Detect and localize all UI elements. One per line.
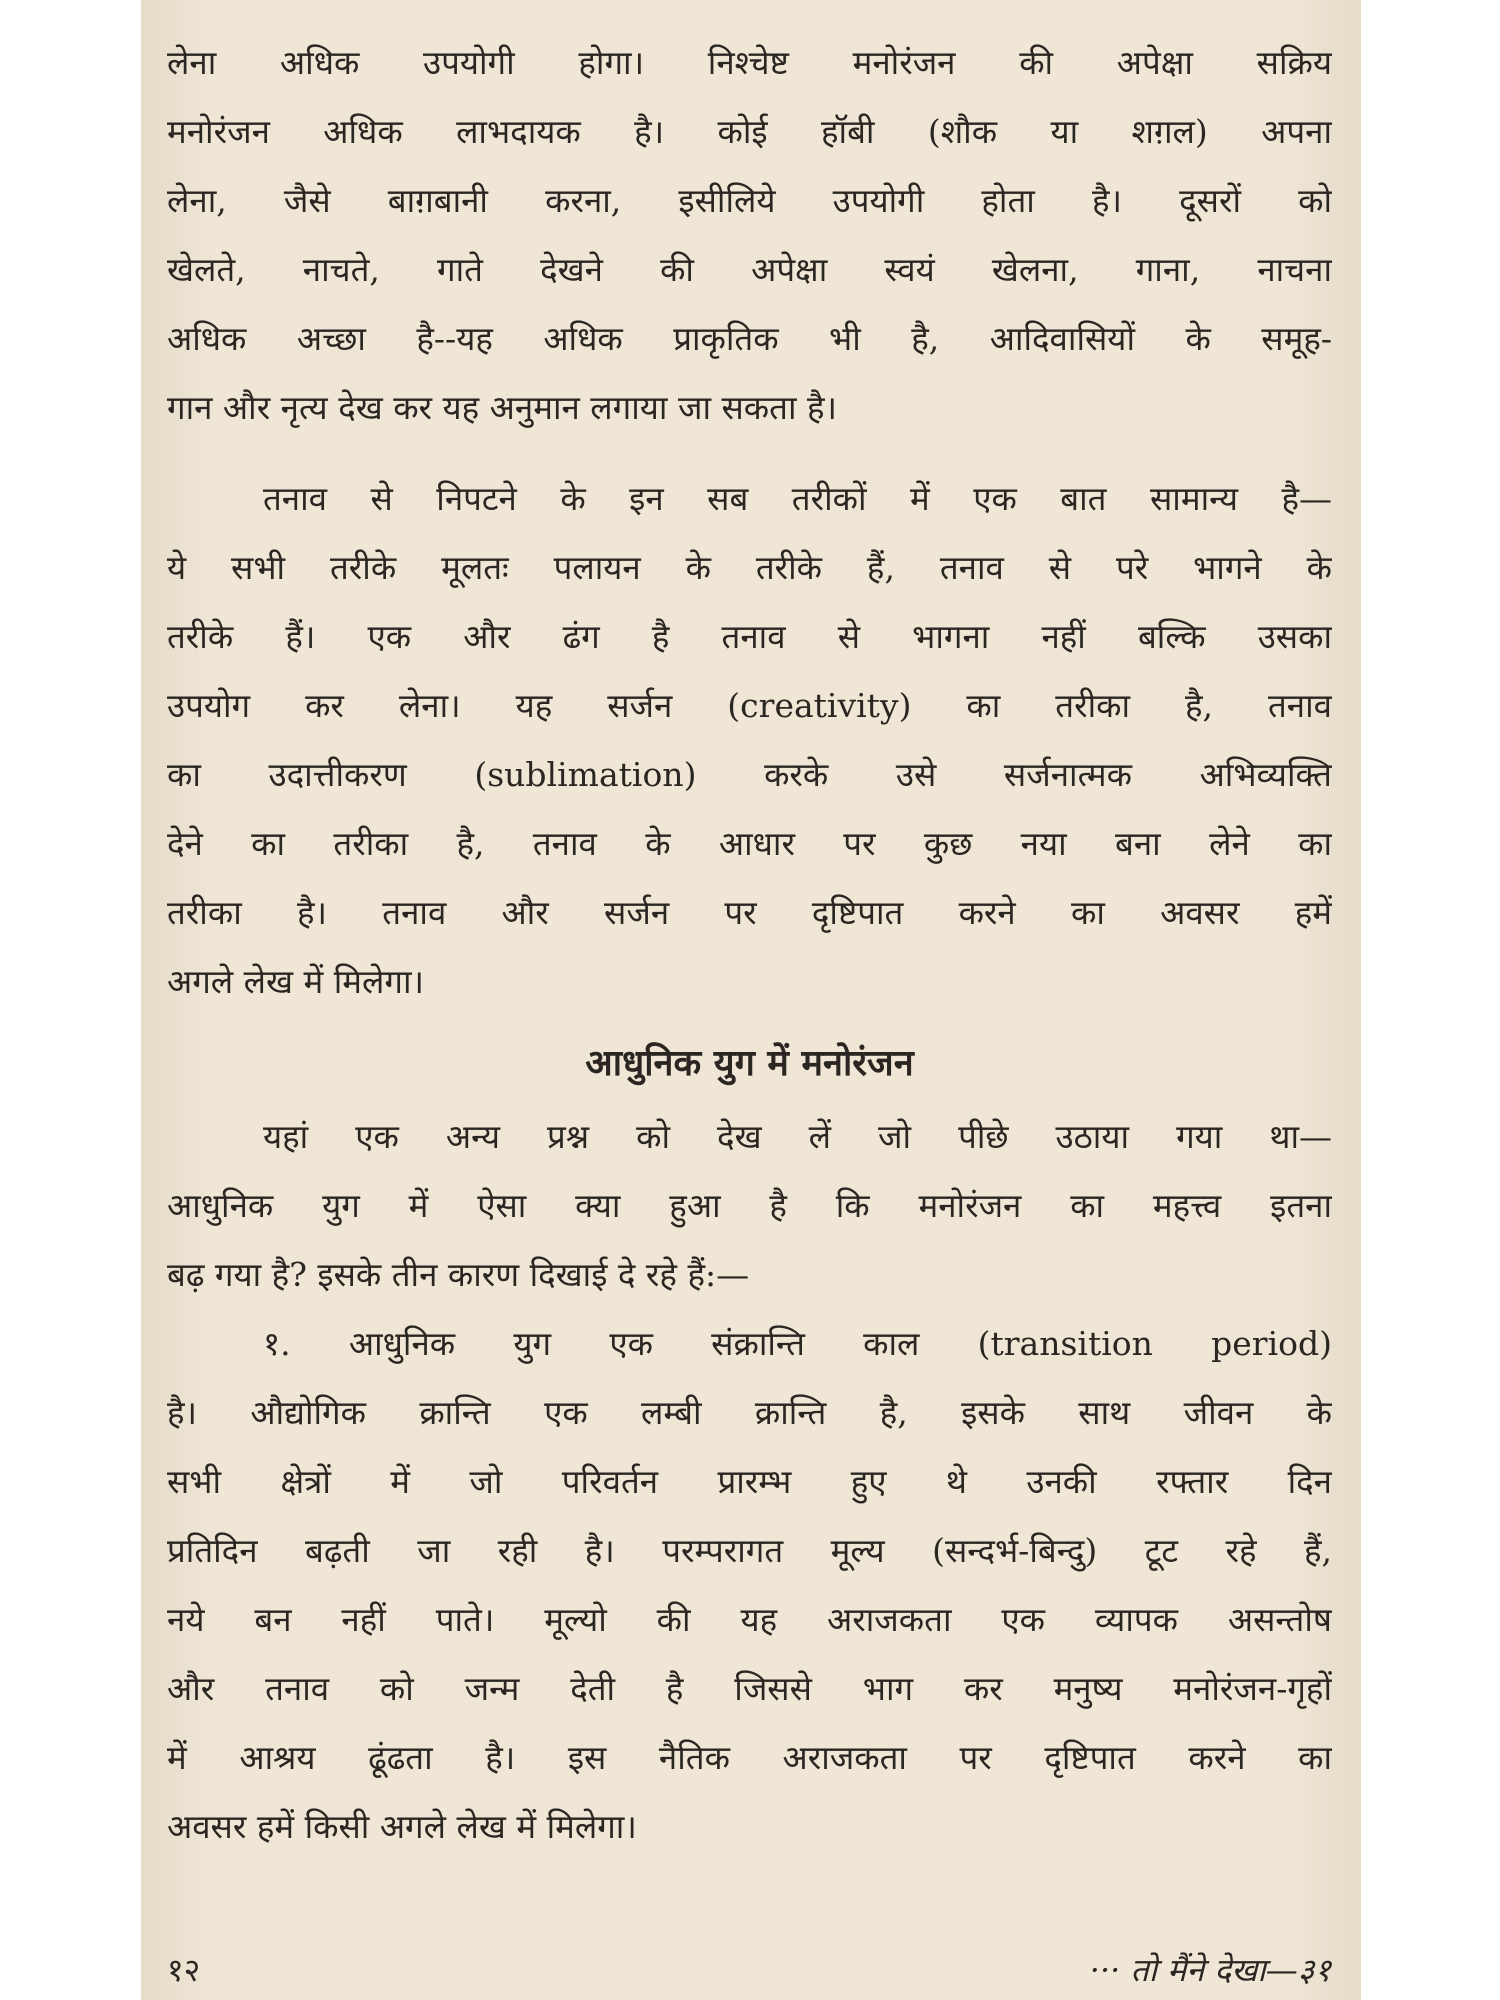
text-line: १. आधुनिक युग एक संक्रान्ति काल (transition period): [263, 1324, 1332, 1363]
paragraph-2: [167, 464, 1332, 1016]
text-line: तरीके हैं। एक और ढंग है तनाव से भागना नहीं बल्कि उसका: [167, 617, 1332, 656]
section-heading: आधुनिक युग में मनोरंजन: [585, 1042, 914, 1084]
text-line: तरीका है। तनाव और सर्जन पर दृष्टिपात करने का अवसर हमें: [167, 893, 1332, 932]
paragraph-4: [167, 1309, 1332, 1861]
text-line: प्रतिदिन बढ़ती जा रही है। परम्परागत मूल्य (सन्दर्भ-बिन्दु) टूट रहे हैं,: [167, 1531, 1332, 1570]
text-line: आधुनिक युग में ऐसा क्या हुआ है कि मनोरंजन का महत्त्व इतना: [167, 1186, 1332, 1225]
text-line: लेना, जैसे बाग़बानी करना, इसीलिये उपयोगी होता है। दूसरों को: [167, 181, 1332, 220]
text-line: गान और नृत्य देख कर यह अनुमान लगाया जा सकता है।: [167, 388, 838, 427]
text-line: यहां एक अन्य प्रश्न को देख लें जो पीछे उठाया गया था—: [263, 1117, 1332, 1156]
text-line: अधिक अच्छा है--यह अधिक प्राकृतिक भी है, आदिवासियों के समूह-: [167, 319, 1332, 358]
text-line: देने का तरीका है, तनाव के आधार पर कुछ नया बना लेने का: [167, 824, 1332, 863]
paragraph-1: [167, 28, 1332, 442]
text-line: नये बन नहीं पाते। मूल्यो की यह अराजकता एक व्यापक असन्तोष: [167, 1600, 1332, 1639]
paragraph-gap: [167, 442, 1332, 464]
running-footer: ··· तो मैंने देखा—३१: [1089, 1951, 1331, 1989]
text-line: मनोरंजन अधिक लाभदायक है। कोई हॉबी (शौक या शग़ल) अपना: [167, 112, 1332, 151]
text-line: लेना अधिक उपयोगी होगा। निश्चेष्ट मनोरंजन की अपेक्षा सक्रिय: [167, 43, 1332, 82]
paragraph-3: [167, 1102, 1332, 1309]
page-number: १२: [167, 1951, 201, 1989]
text-line: ये सभी तरीके मूलतः पलायन के तरीके हैं, तनाव से परे भागने के: [167, 548, 1332, 587]
text-line: का उदात्तीकरण (sublimation) करके उसे सर्जनात्मक अभिव्यक्ति: [167, 755, 1332, 794]
text-line: बढ़ गया है? इसके तीन कारण दिखाई दे रहे हैं:—: [167, 1255, 750, 1294]
text-line: उपयोग कर लेना। यह सर्जन (creativity) का तरीका है, तनाव: [167, 686, 1332, 725]
text-line: खेलते, नाचते, गाते देखने की अपेक्षा स्वयं खेलना, गाना, नाचना: [167, 250, 1332, 289]
book-page: [141, 0, 1361, 2000]
page-body: [167, 28, 1332, 1861]
text-line: है। औद्योगिक क्रान्ति एक लम्बी क्रान्ति है, इसके साथ जीवन के: [167, 1393, 1332, 1432]
text-line: सभी क्षेत्रों में जो परिवर्तन प्रारम्भ हुए थे उनकी रफ्तार दिन: [167, 1462, 1332, 1501]
text-line: अगले लेख में मिलेगा।: [167, 962, 425, 1001]
text-line: में आश्रय ढूंढता है। इस नैतिक अराजकता पर दृष्टिपात करने का: [167, 1738, 1332, 1777]
text-line: अवसर हमें किसी अगले लेख में मिलेगा।: [167, 1807, 637, 1846]
text-line: तनाव से निपटने के इन सब तरीकों में एक बात सामान्य है—: [263, 479, 1332, 518]
text-line: और तनाव को जन्म देती है जिससे भाग कर मनुष्य मनोरंजन-गृहों: [167, 1669, 1332, 1708]
